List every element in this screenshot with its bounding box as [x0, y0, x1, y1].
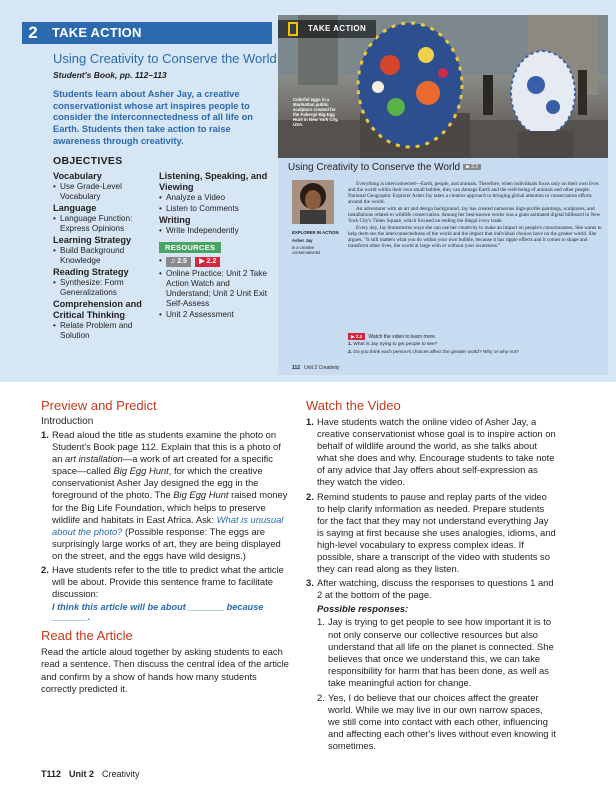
section-number: 2	[22, 22, 44, 44]
objective-item: • Build Background Knowledge	[53, 246, 157, 266]
video-chip[interactable]: ▶ 2.2	[195, 257, 220, 267]
objective-item: • Relate Problem and Solution	[53, 321, 157, 341]
student-book-page-thumbnail	[278, 15, 608, 375]
objective-item: • Language Function: Express Opinions	[53, 214, 157, 234]
objective-item: • Write Independently	[159, 226, 271, 236]
audio-track-number: 2.5	[177, 258, 187, 265]
video-tag-number: 2.2	[471, 164, 479, 171]
objective-group	[53, 203, 157, 234]
take-action-banner: TAKE ACTION	[278, 20, 376, 38]
page-number: T112	[41, 769, 62, 779]
step-number: 1.	[41, 429, 49, 440]
objective-title: Vocabulary	[53, 171, 102, 181]
explorer-description: is a creative conservationist.	[292, 245, 322, 255]
lesson-reference: Student's Book, pp. 112–113	[53, 70, 167, 80]
explorer-name: Asher Jay	[292, 238, 313, 243]
page-footer	[41, 769, 140, 779]
video-number: 2.2	[206, 258, 217, 265]
book-question-number: 2.	[348, 350, 353, 355]
book-question-text: Do you think each person's choices affect the greater world? Why or why not?	[353, 350, 519, 355]
book-page-unit: Unit 2 Creativity	[304, 365, 340, 371]
discussion-question: What is unusual about the photo?	[52, 513, 284, 537]
explorer-portrait	[292, 180, 334, 224]
portrait-illustration	[292, 180, 334, 224]
step-text: Remind students to pause and replay parts of the video to help clarify information as needed. Prepare students for the fact that they may not understand everything Jay is saying at first because she uses analogies, idioms, and high-level vocabulary to express complex ideas. If possible, share a transcript of the video with students so they can read along as they listen.	[317, 490, 556, 575]
explorer-label: EXPLORER IN ACTION	[292, 230, 339, 235]
step-number: 1.	[306, 416, 314, 427]
step-text: Have students refer to the title to predict what the article will be about. Provide this sentence frame to facilitate discussion:	[52, 564, 284, 600]
watch-steps	[306, 416, 556, 601]
step-text: Read aloud the title as students examine the photo on Student's Book page 112. Explain that this is a photo of an	[52, 429, 281, 465]
objective-group	[159, 215, 271, 236]
video-tag[interactable]: ▶ 2.2	[463, 164, 481, 170]
preview-step	[41, 429, 293, 562]
step-number: 3.	[306, 577, 314, 589]
possible-response	[306, 692, 556, 752]
watch-video-heading: Watch the Video	[306, 398, 401, 413]
objective-title: Listening, Speaking, and Viewing	[159, 171, 268, 192]
title-big-egg-hunt: Big Egg Hunt	[113, 465, 169, 477]
audio-track-chip[interactable]: ♫ 2.5	[166, 257, 191, 267]
resource-list	[159, 269, 271, 320]
response-number: 2.	[317, 691, 325, 703]
book-question	[348, 350, 602, 355]
objective-item: • Use Grade-Level Vocabulary	[53, 182, 157, 202]
term-art-installation: art installation	[65, 453, 123, 465]
objective-title: Language	[53, 203, 97, 213]
objective-title: Learning Strategy	[53, 235, 132, 245]
sentence-frame: I think this article will be about _______ because _______.	[52, 602, 264, 623]
lesson-description: Students learn about Asher Jay, a creative conservationist whose art inspires people to consider the interconnectedness of all life on Earth. Students then take action to raise awareness through creativity.	[53, 89, 253, 146]
objective-group	[53, 171, 157, 202]
objective-title: Comprehension and Critical Thinking	[53, 299, 142, 320]
objective-item: • Analyze a Video	[159, 193, 271, 203]
watch-step	[306, 577, 556, 601]
read-article-text: Read the article aloud together by asking students to each read a sentence. Then discuss the central idea of the article and confirm by a show of hands how many students correctly predicted it.	[41, 646, 289, 694]
step-text: Have students watch the online video of Asher Jay, a creative conservationist whose goal is to inspire action on behalf of wildlife around the world, as she talks about what she does and why. Encourage students to take note of any advice that Jay offers about self-expression as they watch the video.	[317, 416, 556, 488]
book-article-body	[348, 181, 602, 250]
step-number: 2.	[41, 564, 49, 576]
article-paragraph: Everything is interconnected—Earth, people, and animals. Therefore, when individuals focus only on their own lives and the world within their own small bubble, they can damage Earth and the well-being of animals and other people. National Geographic Explorer Asher Jay takes a creative approach to bringing global attention to conservation efforts around the world.	[348, 181, 599, 206]
watch-step	[306, 491, 556, 576]
objective-group	[53, 299, 157, 341]
watch-video-line	[348, 333, 436, 340]
preview-heading: Preview and Predict	[41, 398, 157, 413]
objectives-left-column	[53, 171, 157, 342]
preview-steps	[41, 429, 293, 600]
section-title: TAKE ACTION	[44, 22, 272, 44]
book-article-title: Using Creativity to Conserve the World	[288, 162, 461, 173]
book-page-footer	[292, 365, 339, 371]
book-article-heading	[288, 162, 481, 173]
objective-item: • Synthesize: Form Generalizations	[53, 278, 157, 298]
response-text: Yes, I do believe that our choices affect the greater world. While we may live in our own narrow spaces, we still come into contact with each other, influencing and affecting each other's lives without even knowing it sometimes.	[328, 691, 556, 752]
objective-item: • Listen to Comments	[159, 204, 271, 214]
step-text: , for which the creative conservationist Asher Jay designed the egg in the foreground of the photo. The	[52, 465, 263, 501]
read-article-heading: Read the Article	[41, 628, 133, 644]
book-question-text: What is Jay trying to get people to see?	[353, 342, 438, 347]
egg-sculpture-photo	[278, 15, 608, 158]
resources-label: RESOURCES	[159, 242, 221, 253]
resource-item: • Unit 2 Assessment	[159, 310, 271, 320]
footer-title: Creativity	[102, 769, 140, 779]
objectives-right-column	[159, 171, 271, 321]
right-column	[306, 398, 556, 755]
article-paragraph: An adventurer with an art and design background, Jay has created numerous high-profile paintings, sculptures, and installations related to wildlife conservation. Among her best-known works was a giant animated digital billboard in New York City's Times Square, which focused on ending the illegal ivory trade.	[348, 205, 601, 225]
response-text: Jay is trying to get people to see how important it is to not only conserve our collective resources but also understand that all life on the planet is connected. She believes that once we understand this, we can take responsibility for harm that has been done, as well as take meaningful action for change.	[328, 616, 554, 688]
lesson-overview-panel	[0, 0, 616, 382]
possible-responses-label: Possible responses:	[317, 603, 409, 615]
article-paragraph: Every day, Jay brainstorms ways she can use her creativity to make an impact on people's consciousness. She wants to help them see the interconnectedness of the world and the impact that individual choices have on the greater world. She argues, "It still matters what you do within your own bubble, because it has ripple effects and it comes to shape and transform other lives, the world at large with or without your awareness."	[348, 224, 602, 249]
objectives-heading: OBJECTIVES	[53, 155, 123, 167]
watch-video-chip[interactable]: ▶ 2.2	[348, 333, 365, 340]
introduction-subheading: Introduction	[41, 416, 94, 427]
response-number: 1.	[317, 616, 325, 628]
book-question-number: 1.	[348, 342, 353, 347]
watch-video-chip-number: 2.2	[355, 334, 362, 339]
book-page-number: 112	[292, 365, 301, 371]
objective-title: Writing	[159, 215, 191, 225]
watch-video-text: Watch the video to learn more.	[368, 334, 437, 340]
photo-caption: Colorful eggs in a Manhattan public sculpture created for the Fabergé Big Egg Hunt in New York City, USA.	[293, 97, 339, 127]
preview-step	[41, 564, 293, 600]
title-big-egg-hunt: Big Egg Hunt	[173, 489, 229, 501]
objective-group	[53, 267, 157, 298]
objective-group	[159, 171, 271, 214]
book-question	[348, 342, 602, 347]
objective-title: Reading Strategy	[53, 267, 129, 277]
possible-response	[306, 616, 556, 689]
step-text: raised money for the Big Life Foundation, which helps to preserve wildlife and habitats in East Africa. Ask:	[52, 489, 288, 525]
objective-group	[53, 235, 157, 266]
left-column	[41, 398, 293, 695]
footer-unit: Unit 2	[69, 769, 95, 779]
watch-step	[306, 416, 556, 489]
lesson-title: Using Creativity to Conserve the World	[53, 51, 277, 66]
resource-media-chips	[159, 256, 271, 267]
nat-geo-logo-icon	[288, 22, 298, 36]
step-text: —a work of art created for a specific space—called	[52, 453, 273, 477]
resource-item: • Online Practice: Unit 2 Take Action Watch and Understand; Unit 2 Unit Exit Self-Assess	[159, 269, 271, 309]
step-number: 2.	[306, 490, 314, 502]
step-text: (Possible response: The eggs are surprisingly large works of art, they are being displayed on the street, and the eggs have wild designs.)	[52, 525, 281, 561]
step-text: After watching, discuss the responses to questions 1 and 2 at the bottom of the page.	[317, 577, 554, 601]
